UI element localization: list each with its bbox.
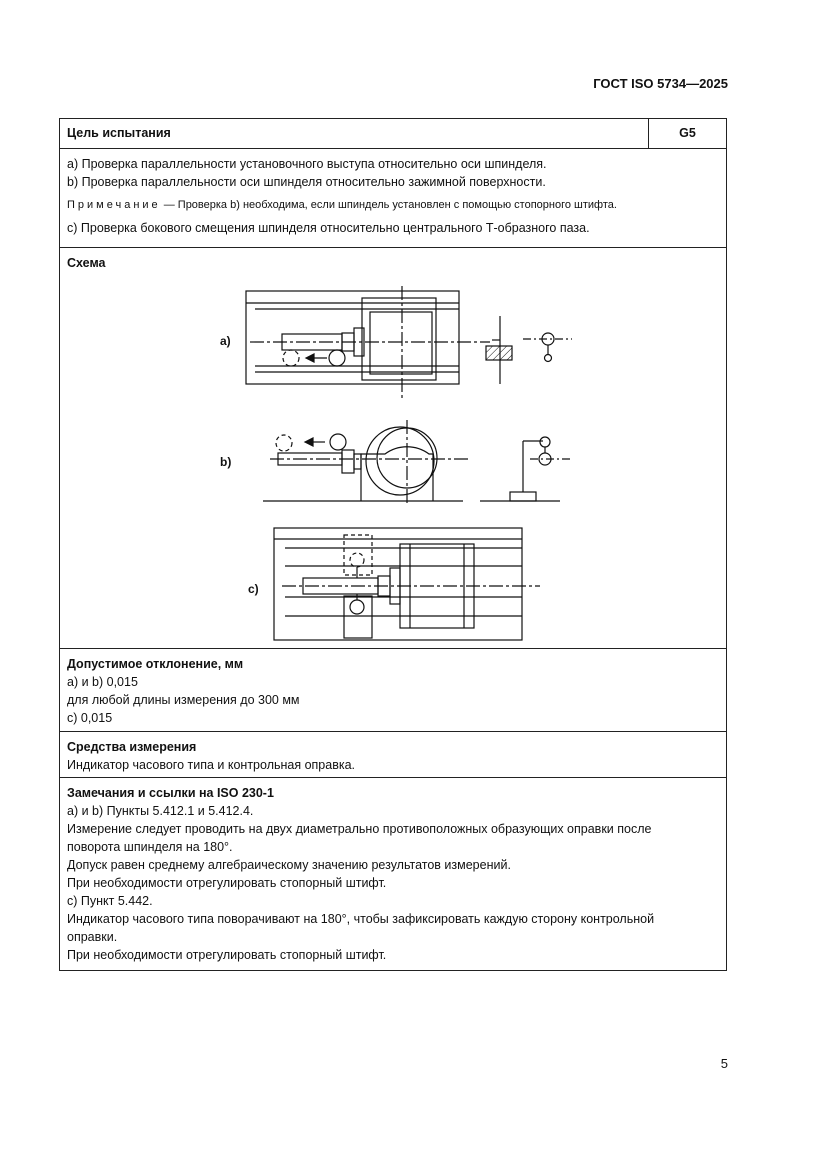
instruments-title: Средства измерения [67, 740, 197, 754]
document-code: ГОСТ ISO 5734—2025 [593, 76, 728, 91]
label-b: b) [220, 455, 232, 469]
indicator-rotated-a [283, 350, 299, 366]
remarks-line: c) Пункт 5.442. [67, 894, 153, 908]
page-number: 5 [720, 1056, 728, 1071]
diagram-a [220, 286, 572, 398]
label-c: c) [248, 582, 259, 596]
remarks-line: поворота шпинделя на 180°. [67, 840, 233, 854]
spindle-housing-b [361, 447, 433, 501]
spindle-head-a [362, 298, 436, 380]
note-label: Примечание [67, 199, 161, 211]
scheme-title: Схема [67, 256, 106, 270]
tolerance-line: a) и b) 0,015 [67, 675, 138, 689]
remarks-line: оправки. [67, 930, 118, 944]
tolerance-title: Допустимое отклонение, мм [67, 657, 244, 671]
scheme-section [59, 247, 727, 649]
remarks-title: Замечания и ссылки на ISO 230-1 [67, 786, 274, 800]
diagram-c [248, 528, 540, 640]
remarks-line: При необходимости отрегулировать стопорный штифт. [67, 948, 387, 962]
indicator-rotated-b [276, 435, 292, 451]
purpose-note [67, 197, 719, 213]
diagram-b [220, 420, 570, 504]
remarks-line: a) и b) Пункты 5.412.1 и 5.412.4. [67, 804, 254, 818]
remarks-line: Индикатор часового типа поворачивают на 180°, чтобы зафиксировать каждую сторону контрольной [67, 912, 655, 926]
purpose-section [59, 118, 727, 248]
purpose-item-b: b) Проверка параллельности оси шпинделя относительно зажимной поверхности. [67, 175, 546, 189]
clamping-surface-b [510, 492, 536, 501]
test-code: G5 [648, 119, 726, 148]
indicator-lower-c [350, 600, 364, 614]
tolerance-section [59, 648, 727, 732]
label-a: a) [220, 334, 231, 348]
indicator-b [330, 434, 346, 450]
remarks-line: Измерение следует проводить на двух диаметрально противоположных образующих оправки после [67, 822, 652, 836]
note-text: — Проверка b) необходима, если шпиндель установлен с помощью стопорного штифта. [160, 199, 617, 211]
table-outline-a [246, 291, 459, 384]
purpose-title: Цель испытания [67, 126, 171, 140]
instruments-text: Индикатор часового типа и контрольная оправка. [67, 758, 356, 772]
remarks-section [59, 777, 727, 971]
indicator-upper-c [350, 553, 364, 567]
purpose-title-row [60, 119, 726, 149]
remarks-line: При необходимости отрегулировать стопорный штифт. [67, 876, 387, 890]
purpose-item-a: a) Проверка параллельности установочного выступа относительно оси шпинделя. [67, 157, 547, 171]
table-outline-c [274, 528, 522, 640]
tolerance-line: для любой длины измерения до 300 мм [67, 693, 300, 707]
scheme-diagram [60, 248, 726, 648]
tolerance-line: c) 0,015 [67, 711, 113, 725]
instruments-section [59, 731, 727, 778]
indicator-bracket-lower [344, 596, 372, 638]
indicator-a [329, 350, 345, 366]
indicator-bracket-upper [344, 535, 372, 575]
locating-key-a [486, 346, 512, 360]
remarks-line: Допуск равен среднему алгебраическому значению результатов измерений. [67, 858, 511, 872]
purpose-item-c: c) Проверка бокового смещения шпинделя относительно центрального Т-образного паза. [67, 221, 590, 235]
